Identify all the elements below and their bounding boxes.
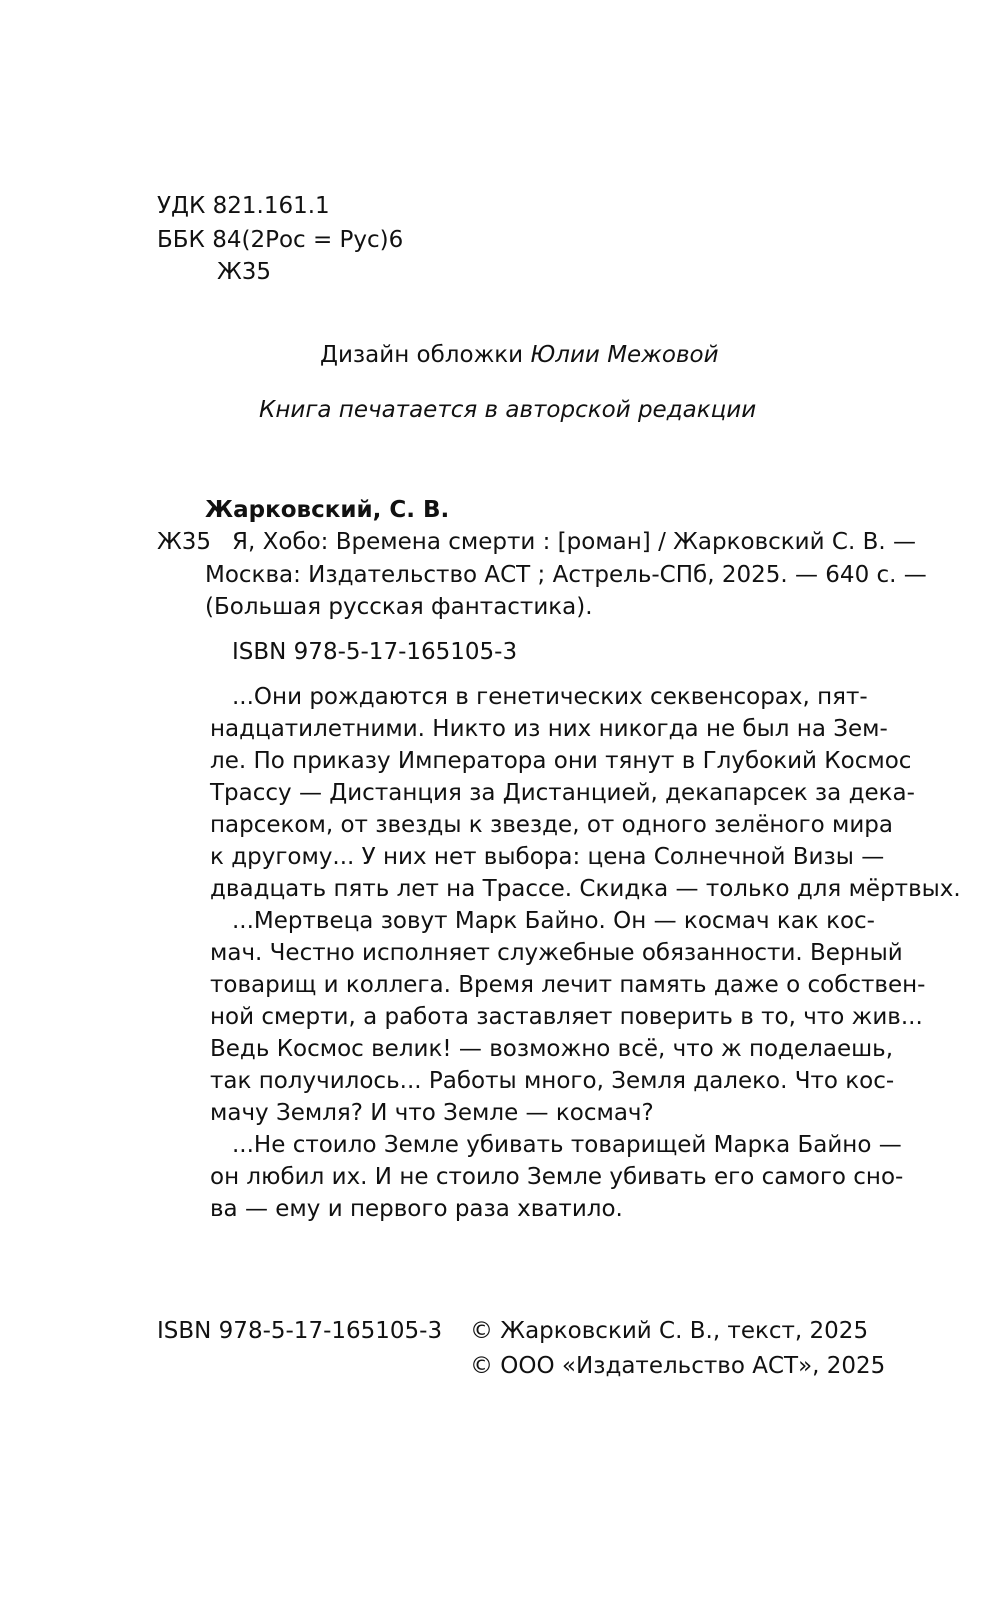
copyright-author: © Жарковский С. В., текст, 2025	[470, 1318, 869, 1344]
annotation-line: ва — ему и первого раза хватило.	[210, 1196, 623, 1222]
annotation-line: товарищ и коллега. Время лечит память даже о собствен-	[210, 972, 926, 998]
annotation-line: ...Они рождаются в генетических секвенсорах, пят-	[232, 684, 868, 710]
annotation-line: надцатилетними. Никто из них никогда не был на Зем-	[210, 716, 888, 742]
cover-design-prefix: Дизайн обложки	[320, 342, 524, 368]
cover-designer-name: Юлии Межовой	[530, 342, 719, 368]
catalog-author-heading: Жарковский, С. В.	[205, 497, 450, 523]
edition-note: Книга печатается в авторской редакции	[259, 397, 757, 423]
author-mark: Ж35	[217, 259, 272, 285]
annotation-line: он любил их. И не стоило Земле убивать его самого сно-	[210, 1164, 904, 1190]
footer-isbn: ISBN 978-5-17-165105-3	[157, 1318, 443, 1344]
annotation-line: ...Не стоило Земле убивать товарищей Марка Байно —	[232, 1132, 902, 1158]
annotation-line: двадцать пять лет на Трассе. Скидка — только для мёртвых.	[210, 876, 961, 902]
annotation-line: так получилось... Работы много, Земля далеко. Что кос-	[210, 1068, 895, 1094]
annotation-line: мачу Земля? И что Земле — космач?	[210, 1100, 654, 1126]
annotation-line: мач. Честно исполняет служебные обязанности. Верный	[210, 940, 903, 966]
catalog-mark: Ж35	[157, 529, 212, 555]
annotation-line: ле. По приказу Императора они тянут в Глубокий Космос	[210, 748, 912, 774]
catalog-isbn: ISBN 978-5-17-165105-3	[232, 639, 518, 665]
annotation-line: к другому... У них нет выбора: цена Солнечной Визы —	[210, 844, 885, 870]
bbk-code: ББК 84(2Рос = Рус)6	[157, 227, 404, 253]
annotation-line: ...Мертвеца зовут Марк Байно. Он — космач как кос-	[232, 908, 875, 934]
catalog-description-line-2: Москва: Издательство АСТ ; Астрель-СПб, 2025. — 640 с. —	[205, 562, 927, 588]
cover-design-credit	[320, 339, 719, 371]
annotation-line: парсеком, от звезды к звезде, от одного зелёного мира	[210, 812, 893, 838]
copyright-publisher: © ООО «Издательство АСТ», 2025	[470, 1353, 886, 1379]
annotation-line: Ведь Космос велик! — возможно всё, что ж поделаешь,	[210, 1036, 894, 1062]
udk-code: УДК 821.161.1	[157, 193, 330, 219]
catalog-description-line-1: Я, Хобо: Времена смерти : [роман] / Жарковский С. В. —	[232, 529, 916, 555]
annotation-line: ной смерти, а работа заставляет поверить в то, что жив...	[210, 1004, 923, 1030]
annotation-line: Трассу — Дистанция за Дистанцией, декапарсек за дека-	[210, 780, 915, 806]
catalog-description-line-3: (Большая русская фантастика).	[205, 594, 593, 620]
annotation	[210, 681, 961, 1225]
